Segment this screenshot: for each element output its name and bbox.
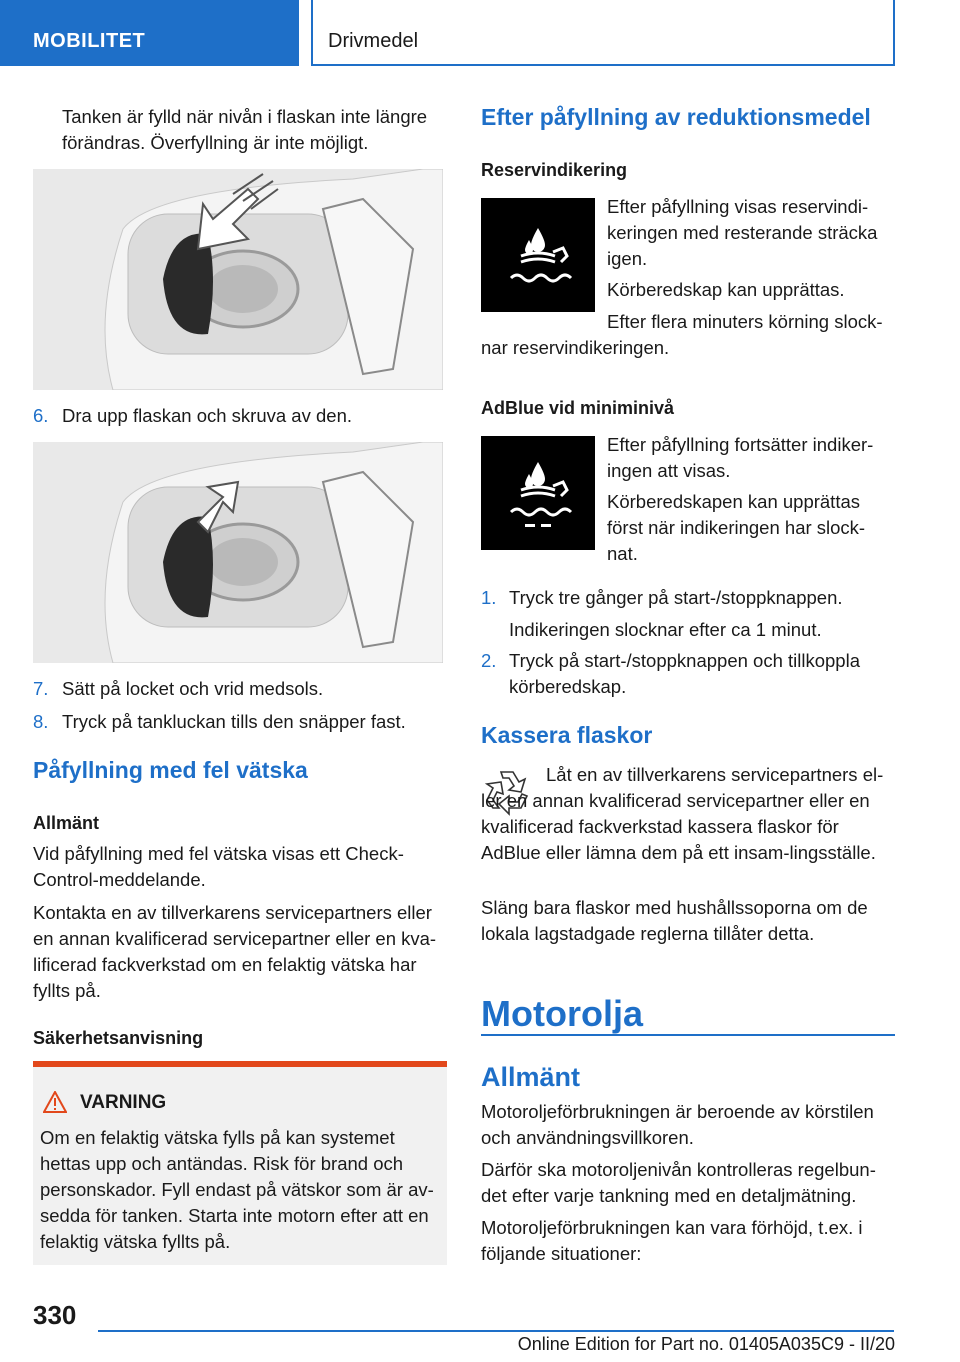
dispose-paragraph-1: Låt en av tillverkarens servicepartners el-ler en annan kvalificerad servicepartner eller en kvalificerad fackverkstad kassera flaskor för AdBlue eller lämna dem på ett insam-lingsställe.: [481, 764, 884, 863]
step-1-number: 1.: [481, 587, 497, 608]
heading-oil-general: Allmänt: [481, 1062, 581, 1092]
heading-safety: Säkerhetsanvisning: [33, 1028, 204, 1048]
heading-adblue-minimum: AdBlue vid miniminivå: [481, 398, 675, 418]
step-8-text: Tryck på tankluckan tills den snäpper fast.: [62, 711, 406, 732]
tank-arrow-down-illustration: [33, 169, 443, 390]
step-6-text: Dra upp flaskan och skruva av den.: [62, 405, 352, 426]
step-7-number: 7.: [33, 678, 49, 699]
warning-triangle-icon: [43, 1091, 67, 1113]
oil-paragraph-2: Därför ska motoroljenivån kontrolleras regelbun-det efter varje tankning med en detaljmätning.: [481, 1159, 876, 1206]
edition-text: Online Edition for Part no. 01405A035C9 - II/20: [517, 1334, 895, 1354]
intro-text: Tanken är fylld när nivån i flaskan inte längre förändras. Överfyllning är inte möjligt.: [62, 106, 428, 153]
general-paragraph-1: Vid påfyllning med fel vätska visas ett Check-Control-meddelande.: [33, 843, 404, 890]
heading-engine-oil: Motorolja: [481, 993, 643, 1034]
step-1-subtext: Indikeringen slocknar efter ca 1 minut.: [509, 619, 822, 640]
warning-text: Om en felaktig vätska fylls på kan systemet hettas upp och antändas. Risk för brand och personskador. Fyll endast på vätskor som är av-sedda för tanken. Starta inte motorn efter att en felaktig vätska fyllts på.: [40, 1127, 434, 1252]
engine-oil-rule: [481, 1034, 895, 1036]
heading-dispose: Kassera flaskor: [481, 722, 653, 748]
step-2-number: 2.: [481, 650, 497, 671]
adblue-paragraph-2: Körberedskapen kan upprättas först när indikeringen har slock-nat.: [607, 491, 866, 564]
chapter-title: Drivmedel: [328, 30, 419, 52]
step-2-text: Tryck på start-/stoppknappen och tillkoppla körberedskap.: [509, 650, 860, 697]
step-8-number: 8.: [33, 711, 49, 732]
reserve-paragraph-2: Körberedskap kan upprättas.: [607, 279, 845, 300]
warning-box: [33, 1061, 447, 1265]
section-tab: [0, 0, 299, 66]
oil-paragraph-3: Motoroljeförbrukningen kan vara förhöjd, t.ex. i följande situationer:: [481, 1217, 863, 1264]
step-6-number: 6.: [33, 405, 49, 426]
heading-general: Allmänt: [33, 813, 100, 833]
reserve-paragraph-3: Efter flera minuters körning slock-nar reservindikeringen.: [481, 311, 883, 358]
adblue-reserve-icon: [481, 198, 595, 312]
step-1-text: Tryck tre gånger på start-/stoppknappen.: [509, 587, 843, 608]
heading-reserve: Reservindikering: [481, 160, 628, 180]
adblue-minimum-icon: [481, 436, 595, 550]
section-title: MOBILITET: [33, 30, 146, 52]
footer-rule: [98, 1330, 894, 1332]
general-paragraph-2: Kontakta en av tillverkarens servicepartners eller en annan kvalificerad servicepartner eller en kva-lificerad fackverkstad om en felaktig vätska har fyllts på.: [33, 902, 437, 1001]
adblue-paragraph-1: Efter påfyllning fortsätter indiker-ingen att visas.: [607, 434, 874, 481]
chapter-tab: [311, 0, 895, 66]
dispose-paragraph-2: Släng bara flaskor med hushållssoporna om de lokala lagstadgade reglerna tillåter detta.: [481, 897, 868, 944]
page-number: 330: [33, 1300, 77, 1330]
oil-paragraph-1: Motoroljeförbrukningen är beroende av körstilen och användningsvillkoren.: [481, 1101, 874, 1148]
warning-title: VARNING: [80, 1092, 167, 1113]
step-7-text: Sätt på locket och vrid medsols.: [62, 678, 324, 699]
tank-arrow-up-illustration: [33, 442, 443, 663]
heading-after-refill: Efter påfyllning av reduktionsmedel: [481, 104, 871, 130]
reserve-paragraph-1: Efter påfyllning visas reservindi-keringen med resterande sträcka igen.: [607, 196, 878, 269]
heading-wrong-fluid: Påfyllning med fel vätska: [33, 757, 308, 783]
